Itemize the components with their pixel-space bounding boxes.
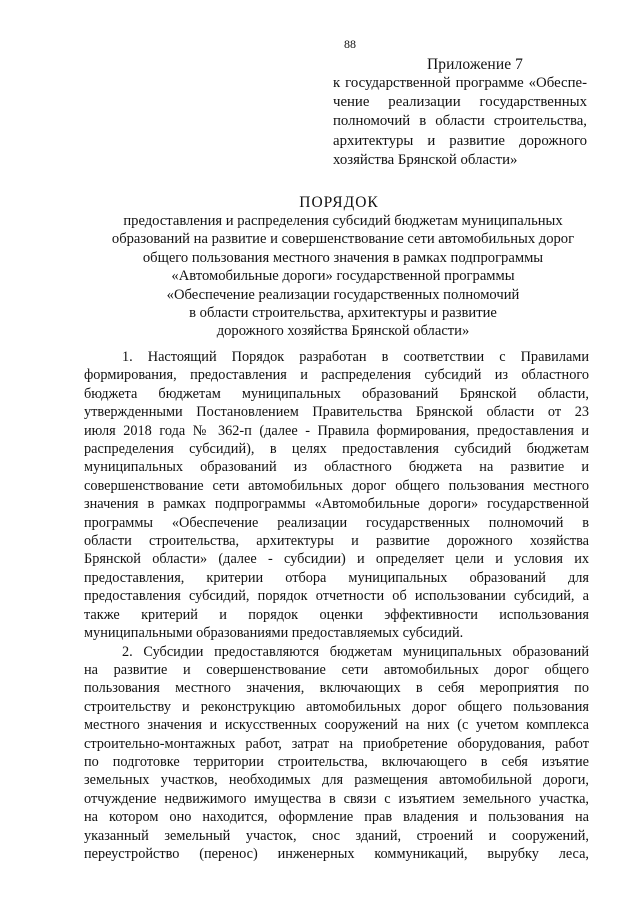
paragraph-line: бюджета бюджетам муниципальных образований Брянской области, — [84, 385, 589, 402]
paragraph-line: по подготовке территории строительства, включающего в себя изъятие — [84, 753, 589, 770]
paragraph-line: программы «Обеспечение реализации государственных полномочий в — [84, 514, 589, 531]
paragraph-1 — [84, 348, 589, 643]
paragraph-line: июля 2018 года № 362-п (далее - Правила формирования, предоставления и — [84, 422, 589, 439]
paragraph-line: строительству и реконструкцию автомобильных дорог общего пользования — [84, 698, 589, 715]
appendix-line: архитектуры и развитие дорожного — [333, 132, 587, 149]
appendix-line: хозяйства Брянской области» — [333, 151, 518, 168]
subtitle-line: «Автомобильные дороги» государственной программы — [171, 268, 515, 285]
paragraph-line: 2. Субсидии предоставляются бюджетам муниципальных образований — [122, 643, 589, 660]
appendix-reference — [333, 74, 587, 170]
document-heading: ПОРЯДОК — [299, 194, 379, 211]
subtitle-line: дорожного хозяйства Брянской области» — [216, 323, 470, 340]
appendix-line: к государственной программе «Обеспе- — [333, 75, 587, 91]
paragraph-line: указанный земельный участок, снос зданий, строений и сооружений, — [84, 827, 589, 844]
subtitle-line: предоставления и распределения субсидий бюджетам муниципальных — [123, 213, 563, 229]
paragraph-line: формирования, предоставления и распределения субсидий из областного — [84, 367, 589, 384]
document-subtitle — [88, 212, 598, 341]
paragraph-line: предоставления субсидий, порядок отчетности об использовании субсидий, а — [84, 588, 589, 605]
paragraph-line: переустройство (перенос) инженерных коммуникаций, вырубку леса, — [84, 845, 589, 862]
paragraph-line: на котором оно находится, оформление прав владения и пользования на — [84, 809, 589, 826]
paragraph-line: местного значения и искусственных сооружений на них (с учетом комплекса — [84, 717, 589, 734]
paragraph-line: Брянской области» (далее - субсидии) и определяет цели и условия их — [84, 551, 589, 568]
paragraph-line: 1. Настоящий Порядок разработан в соответствии с Правилами — [122, 349, 589, 365]
subtitle-line: образований на развитие и совершенствование сети автомобильных дорог — [111, 231, 575, 248]
subtitle-line: «Обеспечение реализации государственных полномочий — [166, 286, 520, 303]
paragraph-line: отчуждение недвижимого имущества в связи с изъятием земельного участка, — [84, 790, 589, 807]
paragraph-line: земельных участков, необходимых для размещения автомобильной дороги, — [84, 772, 589, 789]
subtitle-line: общего пользования местного значения в рамках подпрограммы — [142, 249, 544, 266]
paragraph-line: строительно-монтажных работ, затрат на приобретение оборудования, работ — [84, 735, 589, 752]
page-number: 88 — [344, 37, 356, 51]
paragraph-line: распределения субсидий), в целях предоставления субсидий бюджетам — [84, 441, 589, 458]
paragraph-line: предоставления, критерии отбора муниципальных образований для — [84, 569, 589, 586]
paragraph-line: на развитие и совершенствование сети автомобильных дорог общего — [84, 661, 589, 678]
paragraph-line: муниципальными образованиями предоставляемых субсидий. — [84, 625, 464, 642]
paragraph-line: совершенствование сети автомобильных дорог общего пользования местного — [84, 477, 589, 494]
paragraph-line: области строительства, архитектуры и развитие дорожного хозяйства — [84, 533, 589, 550]
subtitle-line: в области строительства, архитектуры и развитие — [189, 305, 497, 322]
document-body — [84, 348, 589, 863]
appendix-line: полномочий в области строительства, — [333, 113, 587, 130]
paragraph-line: значения в рамках подпрограммы «Автомобильные дороги» государственной — [84, 496, 589, 513]
paragraph-2 — [84, 643, 589, 864]
paragraph-line: муниципальных образований из областного бюджета на развитие и — [84, 459, 589, 476]
appendix-line: чение реализации государственных — [333, 94, 587, 111]
paragraph-line: пользования местного значения, включающих в себя мероприятия по — [84, 680, 589, 697]
appendix-title: Приложение 7 — [427, 56, 524, 73]
paragraph-line: также критерий и порядок оценки эффективности использования — [84, 606, 589, 623]
paragraph-line: утвержденными Постановлением Правительства Брянской области от 23 — [84, 404, 589, 421]
